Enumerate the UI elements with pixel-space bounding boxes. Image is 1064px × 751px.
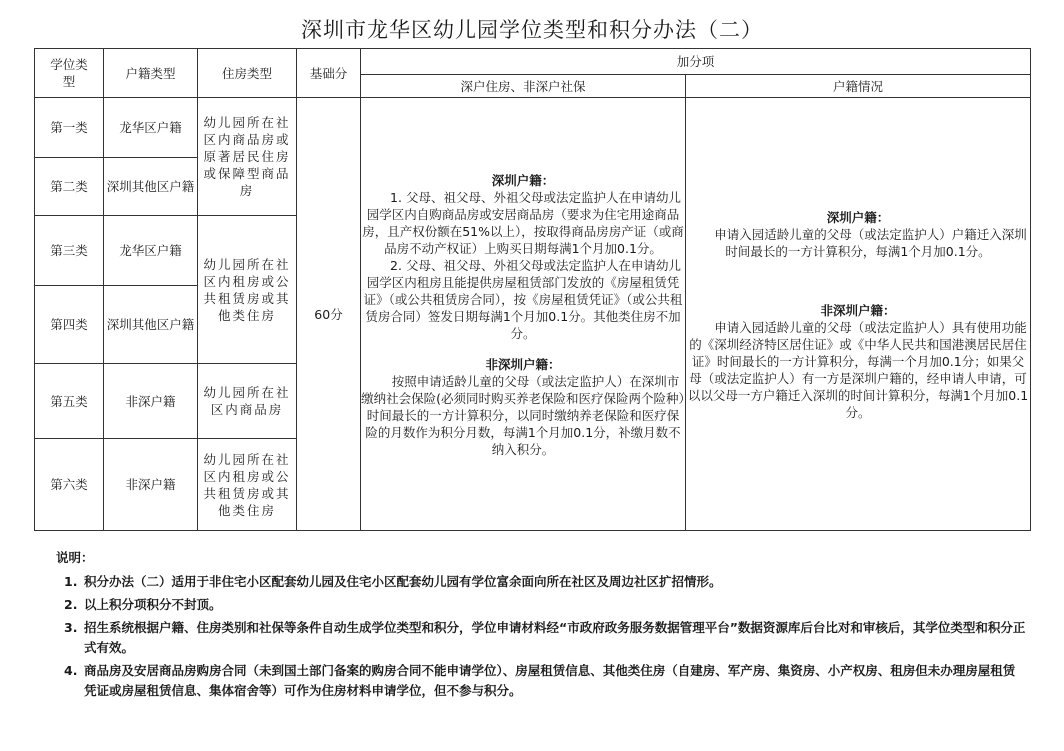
row-type: 第二类 (35, 158, 104, 216)
bonus-left-nonsz-p1: 按照申请适龄儿童的父母（或法定监护人）在深圳市缴纳社会保险(必须同时购买养老保险和医疗保险两个险种）时间最长的一方计算积分，以同时缴纳养老保险和医疗保险的月数作为积分月数，每满1个月加0.1分，补缴月数不纳入积分。 (361, 374, 685, 457)
note-item (56, 572, 1026, 592)
header-hukou: 户籍类型 (104, 49, 198, 98)
row-housing: 幼儿园所在社区内租房或公共租赁房或其他类住房 (198, 439, 297, 531)
notes-heading: 说明： (56, 550, 94, 565)
header-type: 学位类型 (35, 49, 104, 98)
note-item (56, 618, 1026, 658)
bonus-right-nonsz-heading: 非深圳户籍： (820, 303, 896, 318)
bonus-right-sz-heading: 深圳户籍： (826, 210, 890, 225)
bonus-right-sz-p1: 申请入园适龄儿童的父母（或法定监护人）户籍迁入深圳时间最长的一方计算积分，每满1个月加0.1分。 (714, 227, 1027, 259)
header-bonus: 加分项 (361, 49, 1031, 75)
row-type: 第一类 (35, 98, 104, 158)
points-table (34, 48, 1031, 531)
bonus-left-cell (361, 98, 686, 531)
row-hukou: 龙华区户籍 (104, 216, 198, 286)
bonus-right-nonsz-p1: 申请入园适龄儿童的父母（或法定监护人）具有使用功能的《深圳经济特区居住证》或《中华人民共和国港澳居民居住证》时间最长的一方计算积分，每满一个月加0.1分；如果父母（或法定监护人）有一方是深圳户籍的，经申请人申请，可以以父母一方户籍迁入深圳的时间计算积分，每满1个月加0.1分。 (687, 320, 1029, 420)
row-hukou: 龙华区户籍 (104, 98, 198, 158)
row-type: 第三类 (35, 216, 104, 286)
notes-section (56, 548, 1026, 704)
row-housing: 幼儿园所在社区内租房或公共租赁房或其他类住房 (198, 216, 297, 364)
note-text: 商品房及安居商品房购房合同（未到国土部门备案的购房合同不能申请学位）、房屋租赁信息、其他类住房（自建房、军产房、集资房、小产权房、租房但未办理房屋租赁凭证或房屋租赁信息、集体宿舍等）可作为住房材料申请学位，但不参与积分。 (84, 663, 1016, 698)
header-base: 基础分 (297, 49, 361, 98)
header-bonus-right: 户籍情况 (686, 75, 1031, 98)
note-number: 3. (64, 620, 78, 635)
row-type: 第五类 (35, 364, 104, 439)
row-hukou: 非深户籍 (104, 364, 198, 439)
bonus-left-sz-p2: 2. 父母、祖父母、外祖父母或法定监护人在申请幼儿园学区内租房且能提供房屋租赁部门发放的《房屋租赁凭证》（或公共租赁房合同），按《房屋租赁凭证》（或公共租赁房合同）签发日期每满1个月加0.1分。其他类住房不加分。 (363, 258, 683, 341)
row-housing: 幼儿园所在社区内商品房或原著居民住房或保障型商品房 (198, 98, 297, 216)
note-number: 4. (64, 663, 78, 678)
note-item (56, 661, 1026, 701)
bonus-right-cell (686, 98, 1031, 531)
header-bonus-left: 深户住房、非深户社保 (361, 75, 686, 98)
row-type: 第六类 (35, 439, 104, 531)
note-number: 2. (64, 597, 78, 612)
note-text: 以上积分项积分不封顶。 (84, 597, 222, 612)
note-text: 招生系统根据户籍、住房类别和社保等条件自动生成学位类型和积分，学位申请材料经“市政府政务服务数据管理平台”数据资源库后台比对和审核后，其学位类型和积分正式有效。 (84, 620, 1026, 655)
bonus-left-sz-heading: 深圳户籍： (491, 173, 555, 188)
bonus-left-nonsz-heading: 非深圳户籍： (485, 357, 561, 372)
page-title: 深圳市龙华区幼儿园学位类型和积分办法（二） (301, 18, 763, 42)
note-item (56, 595, 1026, 615)
base-score: 60分 (297, 98, 361, 531)
bonus-left-sz-p1: 1. 父母、祖父母、外祖父母或法定监护人在申请幼儿园学区内自购商品房或安居商品房（要求为住宅用途商品房，且产权份额在51%以上），按取得商品房房产证（或商品房不动产权证）上购买日期每满1个月加0.1分。 (362, 190, 684, 256)
row-hukou: 深圳其他区户籍 (104, 158, 198, 216)
note-number: 1. (64, 574, 78, 589)
row-hukou: 深圳其他区户籍 (104, 286, 198, 364)
header-housing: 住房类型 (198, 49, 297, 98)
note-text: 积分办法（二）适用于非住宅小区配套幼儿园及住宅小区配套幼儿园有学位富余面向所在社区及周边社区扩招情形。 (84, 574, 722, 589)
row-hukou: 非深户籍 (104, 439, 198, 531)
row-type: 第四类 (35, 286, 104, 364)
row-housing: 幼儿园所在社区内商品房 (198, 364, 297, 439)
